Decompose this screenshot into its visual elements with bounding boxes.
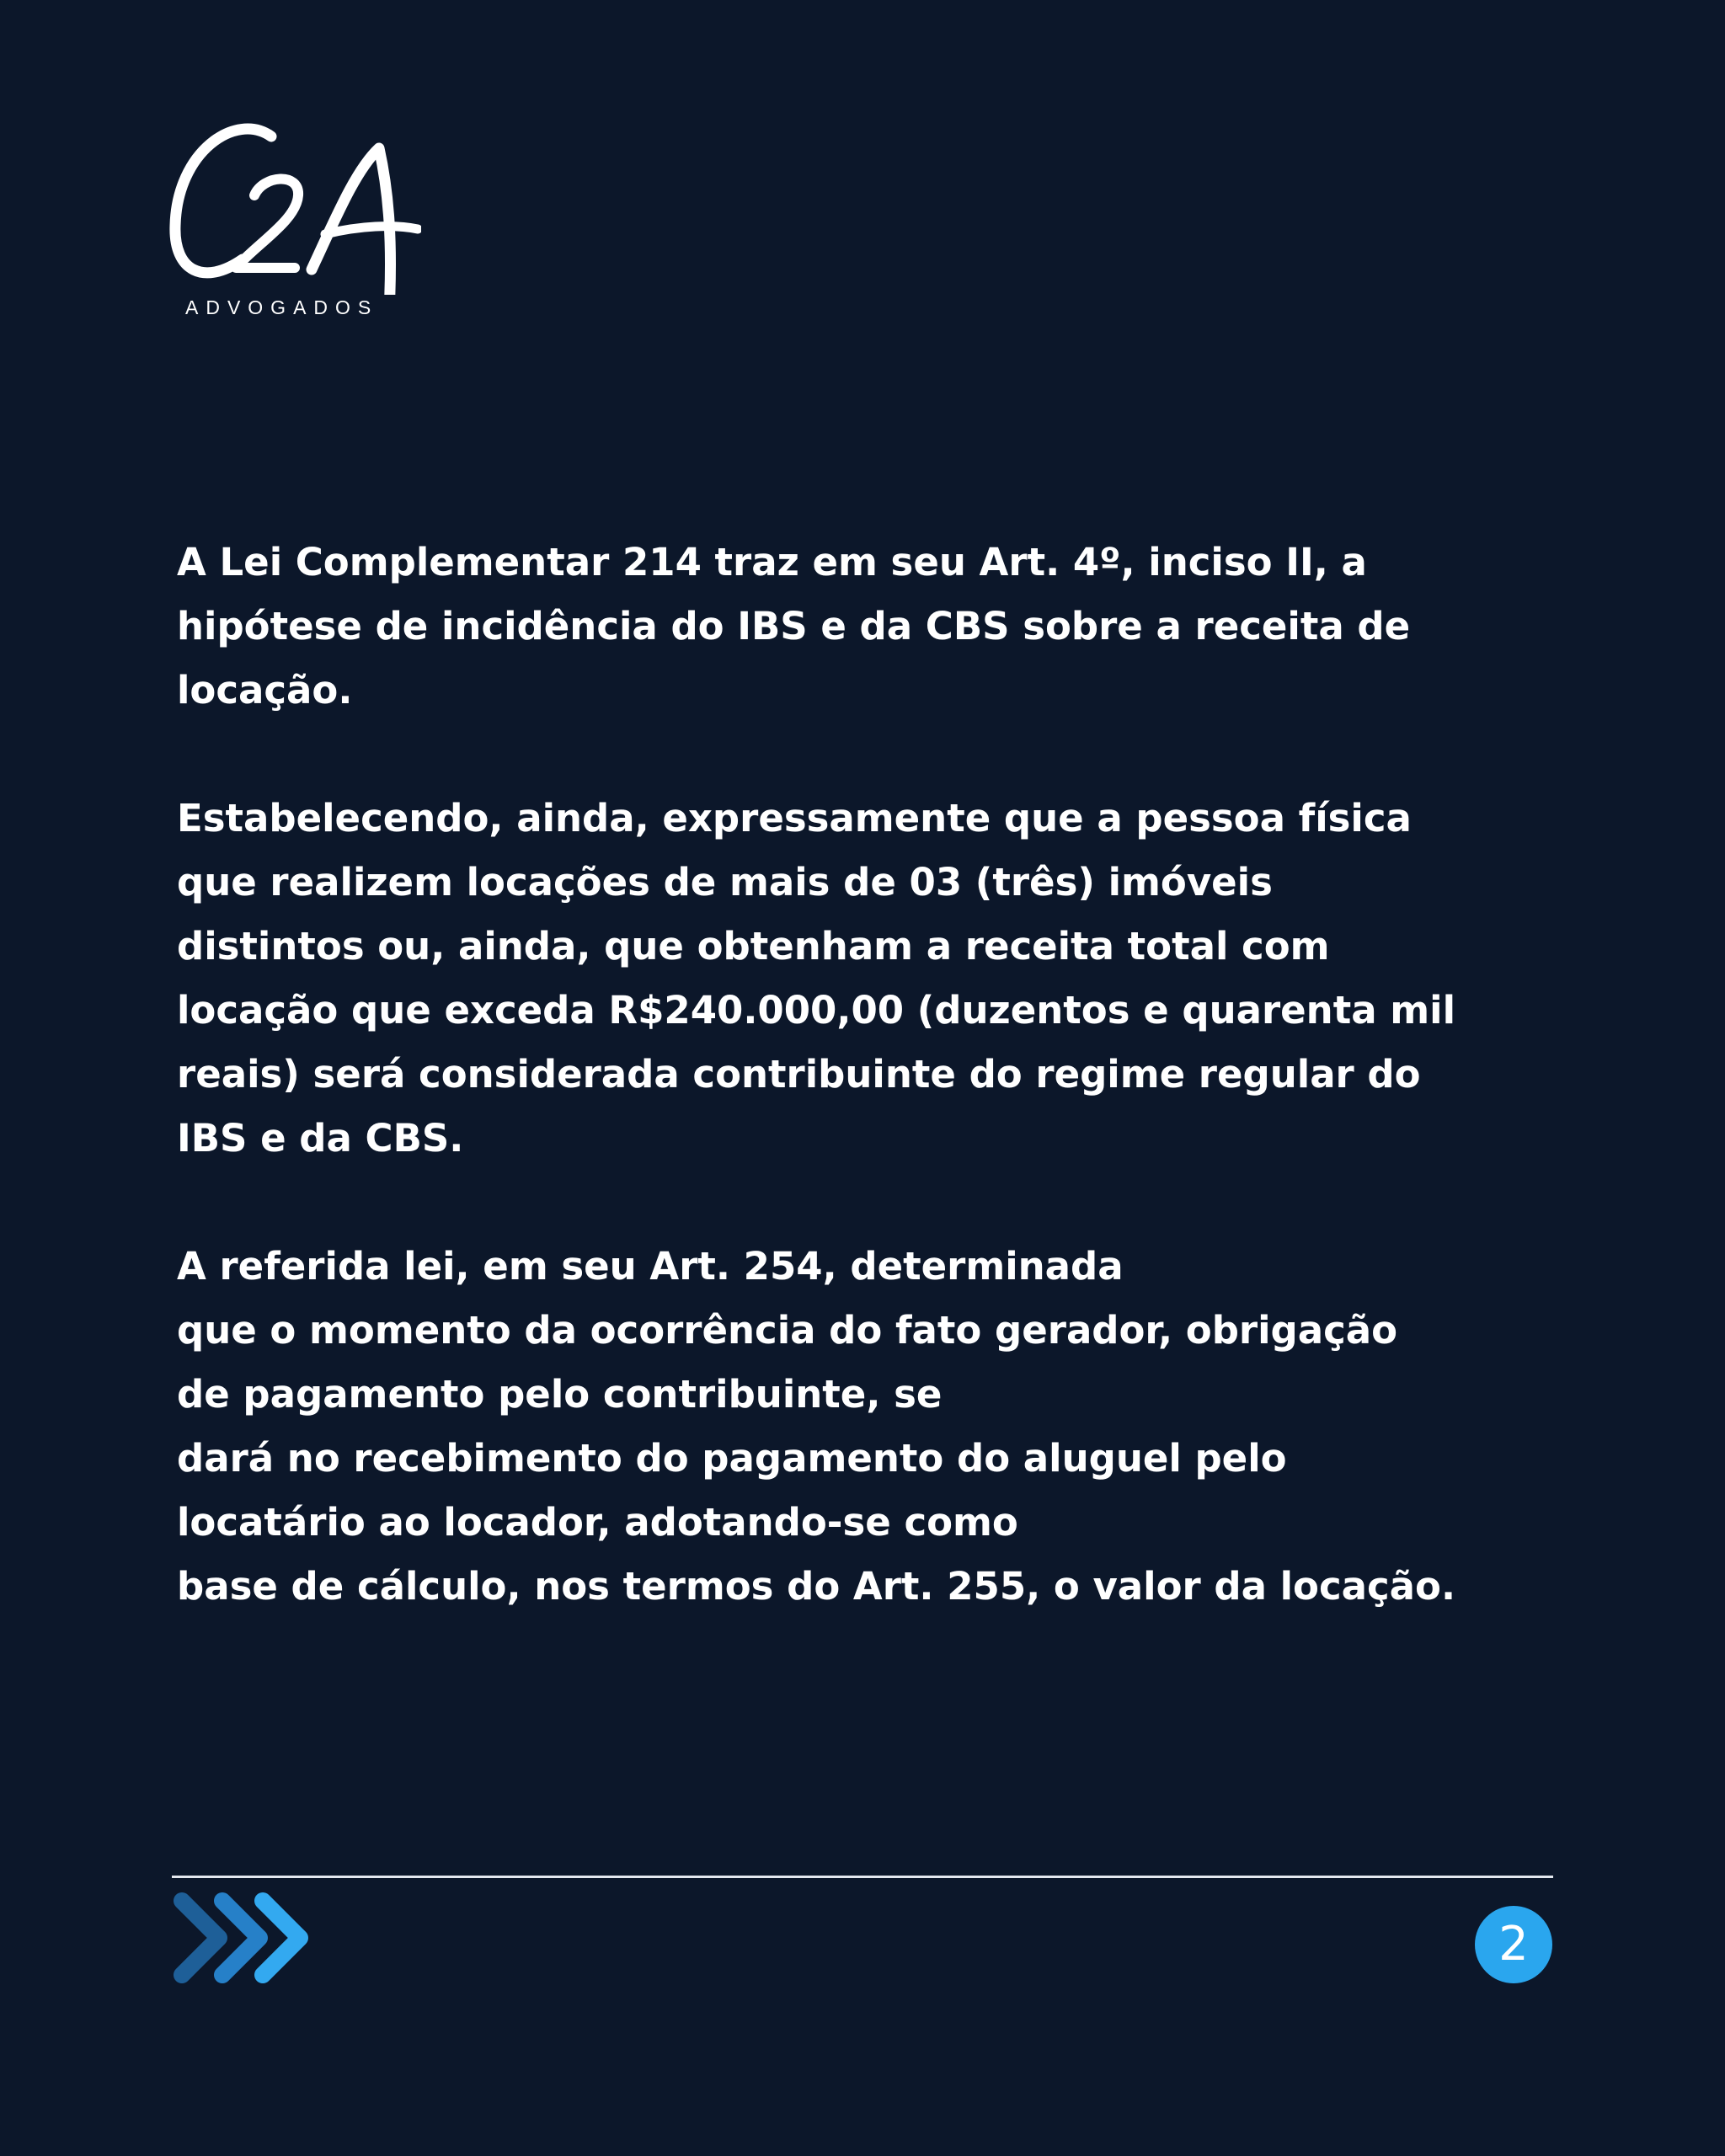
text-line: A referida lei, em seu Art. 254, determinada [177, 1244, 1124, 1289]
text-line: IBS e da CBS. [177, 1116, 464, 1161]
text-line: A Lei Complementar 214 traz em seu Art. 4º, inciso II, a [177, 540, 1367, 584]
text-line: dará no recebimento do pagamento do aluguel pelo [177, 1436, 1287, 1481]
paragraph-1 [177, 531, 1558, 723]
logo-subtitle: ADVOGADOS [185, 296, 379, 318]
chevron-2 [222, 1901, 259, 1975]
page-number-badge: 2 [1475, 1906, 1552, 1983]
text-line: Estabelecendo, ainda, expressamente que a pessoa física [177, 796, 1412, 841]
text-line: locatário ao locador, adotando-se como [177, 1500, 1018, 1545]
text-line: hipótese de incidência do IBS e da CBS sobre a receita de [177, 604, 1411, 648]
text-line: locação. [177, 668, 353, 712]
footer-divider [172, 1876, 1553, 1878]
text-line: que o momento da ocorrência do fato gerador, obrigação [177, 1308, 1398, 1353]
paragraph-3 [177, 1235, 1558, 1619]
paragraph-2 [177, 787, 1558, 1171]
text-line: locação que exceda R$240.000,00 (duzentos e quarenta mil [177, 988, 1456, 1033]
text-line: de pagamento pelo contribuinte, se [177, 1372, 943, 1417]
text-line: reais) será considerada contribuinte do regime regular do [177, 1052, 1421, 1097]
brand-logo [168, 118, 421, 328]
text-line: base de cálculo, nos termos do Art. 255, o valor da locação. [177, 1564, 1456, 1609]
triple-chevron-right-icon[interactable] [172, 1891, 315, 1985]
text-line: distintos ou, ainda, que obtenham a receita total com [177, 924, 1330, 969]
body-text [177, 531, 1558, 1619]
chevron-3 [263, 1901, 300, 1975]
chevron-1 [182, 1901, 219, 1975]
text-line: que realizem locações de mais de 03 (três) imóveis [177, 860, 1273, 905]
c2a-logo-mark [168, 118, 421, 295]
